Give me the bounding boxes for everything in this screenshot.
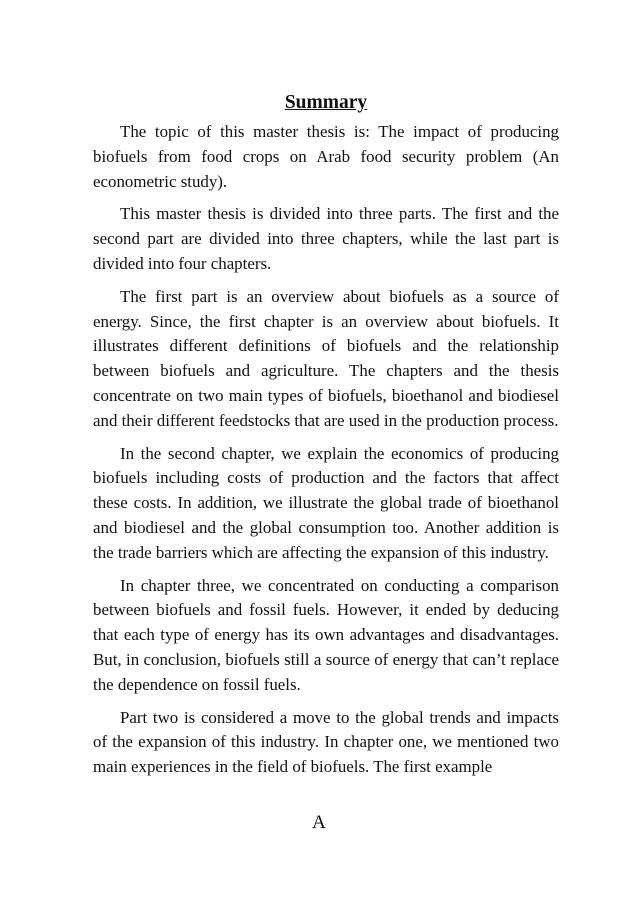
document-page (93, 90, 559, 788)
paragraph-part-one: The first part is an overview about biofuels as a source of energy. Since, the first chapter is an overview about biofuels. It illustrates different definitions of biofuels and the relationship between biofuels and agriculture. The chapters and the thesis concentrate on two main types of biofuels, bioethanol and biodiesel and their different feedstocks that are used in the production process. (93, 286, 559, 430)
paragraph-chapter-three: In chapter three, we concentrated on conducting a comparison between biofuels and fossil fuels. However, it ended by deducing that each type of energy has its own advantages and disadvantages. But, in conclusion, biofuels still a source of energy that can’t replace the dependence on fossil fuels. (93, 575, 559, 694)
paragraph-topic: The topic of this master thesis is: The impact of producing biofuels from food crops on Arab food security problem (An econometric study). (93, 122, 559, 191)
page-number: A (312, 812, 326, 833)
paragraph-structure: This master thesis is divided into three parts. The first and the second part are divided into three chapters, while the last part is divided into four chapters. (93, 204, 559, 273)
paragraph-chapter-two: In the second chapter, we explain the economics of producing biofuels including costs of production and the factors that affect these costs. In addition, we illustrate the global trade of bioethanol and biodiesel and the global consumption too. Another addition is the trade barriers which are affecting the expansion of this industry. (93, 443, 559, 562)
paragraph-part-two: Part two is considered a move to the global trends and impacts of the expansion of this industry. In chapter one, we mentioned two main experiences in the field of biofuels. The first example (93, 707, 559, 777)
page-title: Summary (284, 92, 368, 113)
